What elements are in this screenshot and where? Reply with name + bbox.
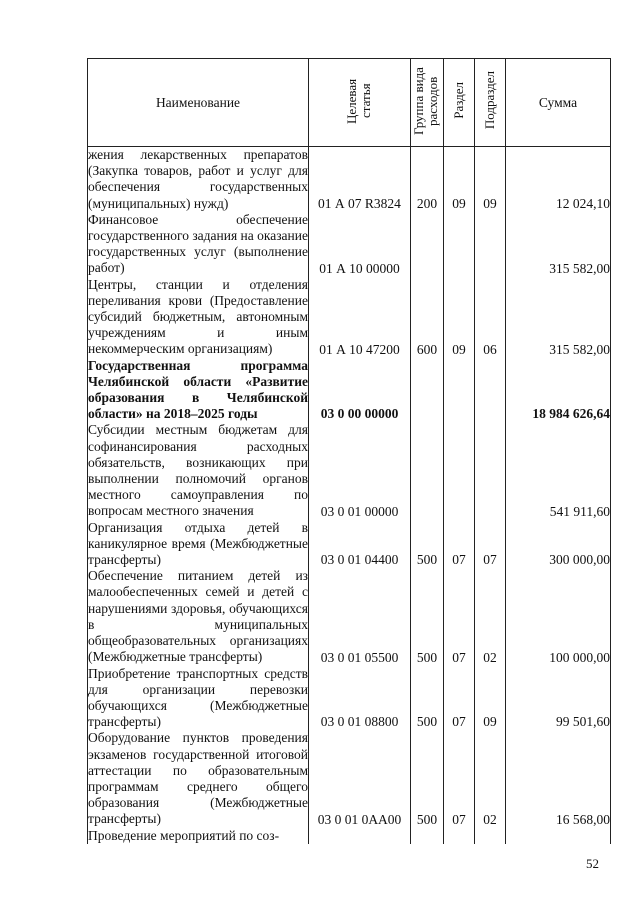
row-sum: 541 911,60 xyxy=(506,422,611,519)
row-target-code: 01 А 10 47200 xyxy=(309,277,411,358)
row-section: 09 xyxy=(444,147,475,212)
row-section: 07 xyxy=(444,666,475,731)
table-row xyxy=(88,358,611,423)
row-name: Финансовое обеспечение государственного задания на оказание государственных услуг (выполнение работ) xyxy=(88,211,308,276)
header-name: Наименование xyxy=(88,59,309,147)
row-expense-group xyxy=(411,358,444,423)
table-row xyxy=(88,666,611,731)
row-section: 07 xyxy=(444,568,475,665)
row-subsection: 07 xyxy=(475,520,506,569)
row-subsection: 06 xyxy=(475,277,506,358)
table-row xyxy=(88,422,611,519)
row-target-code: 03 0 01 0АА00 xyxy=(309,730,411,827)
header-group xyxy=(411,59,444,147)
row-section xyxy=(444,212,475,277)
row-target-code: 03 0 01 00000 xyxy=(309,422,411,519)
row-target-code: 01 А 10 00000 xyxy=(309,212,411,277)
row-section: 09 xyxy=(444,277,475,358)
row-subsection: 02 xyxy=(475,568,506,665)
row-target-code: 03 0 01 08800 xyxy=(309,666,411,731)
page-number: 52 xyxy=(586,856,599,871)
row-expense-group: 200 xyxy=(411,147,444,212)
row-expense-group xyxy=(411,212,444,277)
row-target-code xyxy=(309,828,411,844)
row-subsection: 02 xyxy=(475,730,506,827)
budget-table xyxy=(87,58,611,844)
row-sum: 99 501,60 xyxy=(506,666,611,731)
row-expense-group xyxy=(411,828,444,844)
row-subsection xyxy=(475,358,506,423)
row-expense-group: 600 xyxy=(411,277,444,358)
table-row xyxy=(88,147,611,212)
row-target-code: 03 0 01 05500 xyxy=(309,568,411,665)
row-section: 07 xyxy=(444,730,475,827)
row-section: 07 xyxy=(444,520,475,569)
row-sum: 100 000,00 xyxy=(506,568,611,665)
table-row xyxy=(88,277,611,358)
header-target-text: Целевая статья xyxy=(343,77,373,124)
header-sum: Сумма xyxy=(506,59,611,147)
row-subsection: 09 xyxy=(475,666,506,731)
row-subsection xyxy=(475,422,506,519)
row-name: Субсидии местным бюджетам для софинансирования расходных обязательств, возникающих при выполнении полномочий органов местного самоуправления по вопросам местного значения xyxy=(88,422,308,519)
row-name: Обеспечение питанием детей из малообеспеченных семей и детей с нарушениями здоровья, обучающихся в муниципальных общеобразовательных организациях (Межбюджетные трансферты) xyxy=(88,568,308,665)
table-row xyxy=(88,520,611,569)
row-sum: 18 984 626,64 xyxy=(506,358,611,423)
row-target-code: 03 0 00 00000 xyxy=(309,358,411,423)
row-sum: 315 582,00 xyxy=(506,277,611,358)
row-expense-group: 500 xyxy=(411,568,444,665)
row-name: Проведение мероприятий по соз- xyxy=(88,828,309,844)
row-section xyxy=(444,358,475,423)
header-target xyxy=(309,59,411,147)
table-row xyxy=(88,730,611,827)
header-group-text: Группа вида расходов xyxy=(411,66,440,135)
row-section xyxy=(444,828,475,844)
row-sum: 12 024,10 xyxy=(506,147,611,212)
row-expense-group xyxy=(411,422,444,519)
row-expense-group: 500 xyxy=(411,520,444,569)
row-target-code: 03 0 01 04400 xyxy=(309,520,411,569)
row-sum xyxy=(506,828,611,844)
row-section xyxy=(444,422,475,519)
table-row xyxy=(88,828,611,844)
row-subsection: 09 xyxy=(475,147,506,212)
row-subsection xyxy=(475,828,506,844)
row-name: Оборудование пунктов проведения экзаменов государственной итоговой аттестации по образовательным программам среднего общего образования (Межбюджетные трансферты) xyxy=(88,730,308,827)
row-target-code: 01 А 07 R3824 xyxy=(309,147,411,212)
row-subsection xyxy=(475,212,506,277)
row-expense-group: 500 xyxy=(411,666,444,731)
row-name: Центры, станции и отделения переливания крови (Предоставление субсидий бюджетным, автономным учреждениям и иным некоммерческим организациям) xyxy=(88,276,308,357)
row-sum: 315 582,00 xyxy=(506,212,611,277)
row-name: Приобретение транспортных средств для организации перевозки обучающихся (Межбюджетные трансферты) xyxy=(88,665,308,730)
header-section-text: Раздел xyxy=(451,82,466,119)
table-row xyxy=(88,212,611,277)
header-subsection-text: Подраздел xyxy=(482,71,497,130)
table-header-row xyxy=(88,59,611,147)
row-sum: 16 568,00 xyxy=(506,730,611,827)
row-sum: 300 000,00 xyxy=(506,520,611,569)
header-section xyxy=(444,59,475,147)
row-expense-group: 500 xyxy=(411,730,444,827)
row-name: жения лекарственных препаратов (Закупка товаров, работ и услуг для обеспечения государственных (муниципальных) нужд) xyxy=(88,147,308,211)
header-subsection xyxy=(475,59,506,147)
row-name: Организация отдыха детей в каникулярное время (Межбюджетные трансферты) xyxy=(88,519,308,568)
table-row xyxy=(88,568,611,665)
row-name: Государственная программа Челябинской области «Развитие образования в Челябинской области» на 2018–2025 годы xyxy=(88,357,308,422)
